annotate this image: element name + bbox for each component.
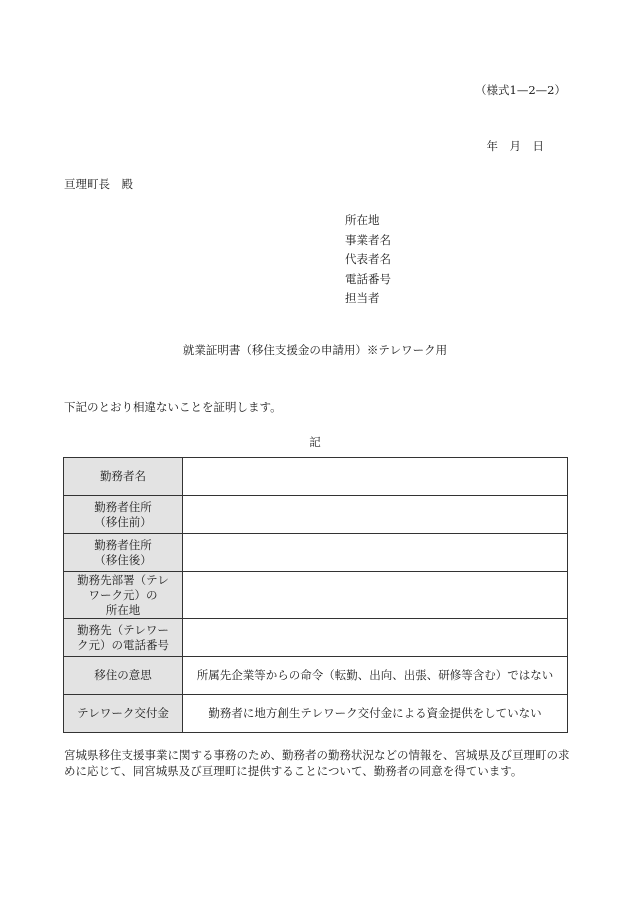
row-label: 勤務先部署（テレ ワーク元）の 所在地 xyxy=(64,572,183,619)
row-value xyxy=(183,619,568,657)
row-label: 勤務者名 xyxy=(64,458,183,496)
issuer-field-address: 所在地 xyxy=(345,213,380,227)
row-value xyxy=(183,534,568,572)
issuer-field-contact: 担当者 xyxy=(345,291,380,305)
row-label: テレワーク交付金 xyxy=(64,695,183,733)
row-label: 移住の意思 xyxy=(64,657,183,695)
row-value: 所属先企業等からの命令（転勤、出向、出張、研修等含む）ではない xyxy=(183,657,568,695)
row-label: 勤務者住所 （移住後） xyxy=(64,534,183,572)
certificate-table xyxy=(63,457,568,733)
table-row-workplace-phone xyxy=(64,619,568,657)
row-value: 勤務者に地方創生テレワーク交付金による資金提供をしていない xyxy=(183,695,568,733)
row-value xyxy=(183,496,568,534)
intro-text: 下記のとおり相違ないことを証明します。 xyxy=(64,400,282,414)
table-row-address-before xyxy=(64,496,568,534)
table-row-address-after xyxy=(64,534,568,572)
form-number: （様式1—2—2） xyxy=(475,83,566,97)
consent-note: 宮城県移住支援事業に関する事務のため、勤務者の勤務状況などの情報を、宮城県及び亘理町の求めに応じて、同宮城県及び亘理町に提供することについて、勤務者の同意を得ています。 xyxy=(64,748,570,778)
issuer-field-company: 事業者名 xyxy=(345,232,391,247)
document-title: 就業証明書（移住支援金の申請用）※テレワーク用 xyxy=(182,343,448,357)
ki-marker: 記 xyxy=(309,435,321,449)
date-line: 年 月 日 xyxy=(486,139,544,153)
row-value xyxy=(183,458,568,496)
table-row-telework-grant xyxy=(64,695,568,733)
issuer-field-phone: 電話番号 xyxy=(345,271,391,286)
issuer-block xyxy=(345,211,391,309)
table-row-worker-name xyxy=(64,458,568,496)
row-value xyxy=(183,572,568,619)
row-label: 勤務先（テレワー ク元）の電話番号 xyxy=(64,619,183,657)
addressee: 亘理町長 殿 xyxy=(64,177,133,191)
table-row-workplace-location xyxy=(64,572,568,619)
issuer-field-representative: 代表者名 xyxy=(345,252,391,266)
table-row-relocation-intent xyxy=(64,657,568,695)
row-label: 勤務者住所 （移住前） xyxy=(64,496,183,534)
